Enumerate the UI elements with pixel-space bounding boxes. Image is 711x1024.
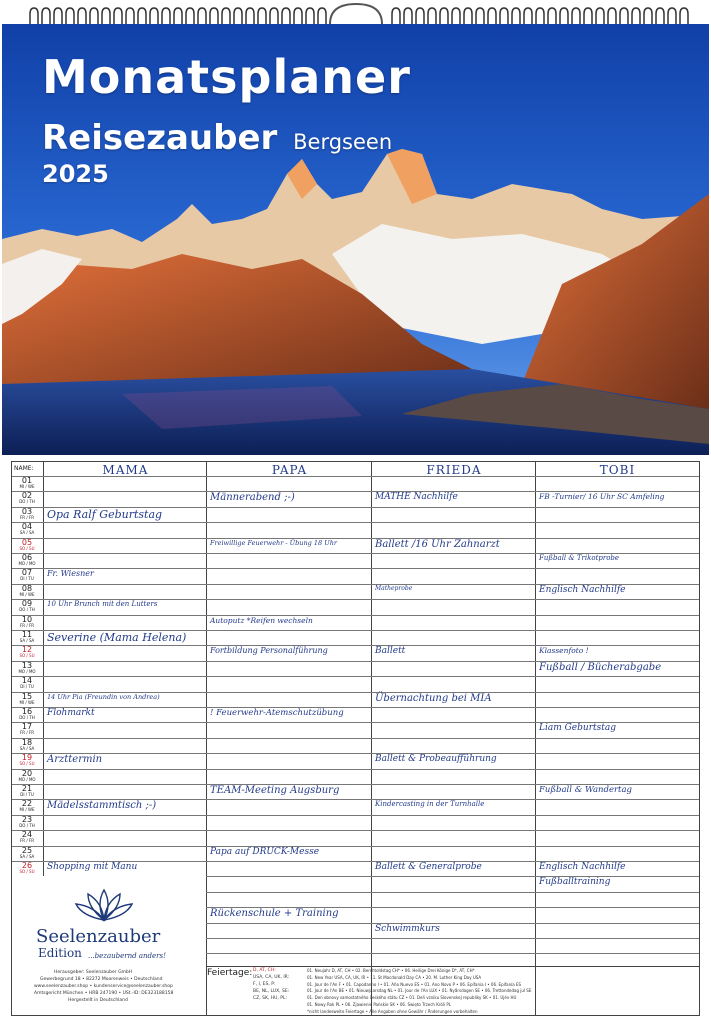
column-header-papa: PAPA [271,463,308,477]
day-label [12,847,42,862]
extra-row-line [206,953,699,954]
day-number: 03 [21,506,33,516]
day-label [12,785,42,800]
brand-tagline: ...bezaubernd anders! [88,952,166,960]
day-label [12,816,42,831]
holidays-countries-3: BE, NL, LUX, SE: [253,989,290,994]
publisher-register: Amtsgericht München • HRB 247190 • USt.-ID: DE323188158 [34,991,174,996]
holiday-line: 01. Neujahr D, AT, CH • 02. Berchtoldstag CH* • 06. Heilige Drei Könige D*, AT, CH* [307,968,475,973]
entry-frieda: Schwimmkurs [375,923,440,934]
day-label [12,800,42,815]
entry-papa: Papa auf DRUCK-Messe [210,846,320,857]
subtitle-main: Reisezauber [42,118,278,158]
entry-frieda: MATHE Nachhilfe [375,492,458,503]
day-label [12,862,42,877]
subtitle-small: Bergseen [293,130,393,154]
day-label [12,616,42,631]
day-row [12,830,699,846]
entry-mama: Mädelsstammtisch ;-) [47,800,157,812]
entry-mama: 14 Uhr Pia (Freundin von Andrea) [47,692,160,701]
publisher-web: www.seelenzauber.shop • kundenservice@seelenzauber.shop [34,984,173,989]
day-weekday: SO / SU [19,761,35,767]
day-number: 22 [21,799,33,809]
extra-row-line [206,892,699,893]
day-weekday: MI / WE [19,591,35,597]
entry-tobi: Englisch Nachhilfe [539,584,626,595]
day-number: 23 [21,814,33,824]
entry-frieda: Übernachtung bei MIA [375,692,492,704]
day-weekday: DO / TH [19,715,35,720]
day-number: 26 [21,861,33,870]
extra-row-line [206,876,699,877]
entry-papa: Fortbildung Personalführung [210,646,328,656]
entry-frieda: Kindercasting in der Turnhalle [375,800,485,809]
day-label [12,477,42,492]
holiday-line: *nicht landesweite Feiertage • Alle Angaben ohne Gewähr / Änderungen vorbehalten [307,1008,478,1014]
brand-edition: Edition [38,946,82,960]
day-label [12,554,42,569]
holidays-text [307,968,687,1016]
day-weekday: SO / SU [19,653,35,659]
day-weekday: FR / FR [19,838,35,844]
day-weekday: FR / FR [19,514,35,520]
holiday-line: 01. Jour de l'An BE • 01. Nieuwjaarsdag NL • 01. Jour de l'An LUX • 01. Nyårsdagen SE • 06. Trettondedag jul SE [307,988,532,994]
day-number: 18 [21,737,33,747]
brand-name: Seelenzauber [36,926,161,947]
holidays-countries-de: D, AT, CH: [253,968,276,973]
day-row [12,676,699,692]
publisher-footer [12,885,200,1015]
day-weekday: FR / FR [19,730,35,736]
entry-papa: Freiwillige Feuerwehr - Übung 18 Uhr [210,538,338,547]
entry-mama: Shopping mit Manu [47,862,138,872]
day-number: 09 [21,599,33,609]
day-weekday: SA / SA [19,745,35,751]
day-row [12,753,699,769]
entry-frieda: Matheprobe [375,584,413,592]
day-number: 10 [21,614,33,624]
day-label [12,739,42,754]
day-weekday: SA / SA [19,638,35,643]
day-weekday: DO / TH [19,499,35,505]
holidays-countries-4: CZ, SK, HU, PL: [253,996,288,1001]
day-number: 01 [21,476,33,485]
entry-papa: Rückenschule + Training [210,908,339,920]
publisher-made-in: Hergestellt in Deutschland [68,998,128,1003]
column-header-tobi: TOBI [599,463,636,477]
day-weekday: MO / MO [18,668,36,674]
day-label [12,585,42,600]
day-label [12,600,42,615]
day-weekday: SA / SA [19,853,35,859]
entry-frieda: Ballett & Probeaufführung [375,754,497,765]
publisher-address: Gewerbegrund 18 • 82272 Moorenweis • Deutschland [40,977,163,982]
day-label [12,770,42,785]
entry-mama: Opa Ralf Geburtstag [47,507,163,521]
day-row [12,738,699,754]
day-number: 04 [21,522,33,532]
entry-frieda: Ballett /16 Uhr Zahnarzt [375,538,500,550]
day-label [12,662,42,677]
day-label [12,677,42,692]
name-label: NAME: [14,465,34,472]
day-label [12,708,42,723]
day-number: 16 [21,707,33,716]
entry-mama: 10 Uhr Brunch mit den Lutters [47,600,158,609]
lotus-logo-icon [74,888,134,924]
day-weekday: DI / TU [20,576,34,582]
entry-papa: TEAM-Meeting Augsburg [210,785,340,796]
entry-papa: Autoputz *Reifen wechseln [210,615,313,625]
entry-frieda: Ballett & Generalprobe [375,862,482,872]
entry-tobi: Fußball & Wandertag [539,785,632,795]
entry-tobi: Fußball / Bücherabgabe [539,661,662,673]
day-label [12,508,42,523]
day-row [12,707,699,723]
extra-row-line [206,938,699,939]
day-number: 25 [21,845,33,855]
day-row [12,538,699,554]
day-number: 06 [21,553,33,562]
day-weekday: SO / SU [19,545,35,551]
day-number: 11 [21,630,33,639]
column-header-frieda: FRIEDA [426,463,482,477]
day-weekday: SA / SA [19,530,35,536]
calendar-subtitle [42,118,392,158]
day-weekday: FR / FR [19,622,35,628]
day-number: 02 [21,491,33,501]
extra-row-line [206,923,699,924]
entry-mama: Fr. Wiesner [47,569,94,579]
day-number: 20 [21,768,33,778]
day-weekday: MI / WE [19,484,35,489]
day-row [12,568,699,584]
day-weekday: DI / TU [20,792,34,797]
day-number: 07 [21,568,33,578]
day-number: 05 [21,537,33,547]
holiday-line: 01. Den obnovy samostatného českého státu CZ • 01. Deň vzniku Slovenskej republiky SK • 01. Újév HU [307,995,517,1001]
day-label [12,631,42,646]
day-label [12,693,42,708]
calendar-year: 2025 [42,160,109,188]
day-row [12,522,699,538]
holiday-line: 01. Nowy Rok PL • 06. Zjawienie Pańskie SK • 06. Święto Trzech Króli PL [307,1001,451,1007]
day-label [12,646,42,661]
day-label [12,569,42,584]
entry-tobi: Fußball & Trikotprobe [539,554,620,562]
day-number: 08 [21,583,33,593]
day-row [12,645,699,661]
entry-mama: Arzttermin [47,754,103,766]
entry-papa: Männerabend ;-) [210,492,295,504]
day-weekday: DO / TH [19,822,35,828]
day-weekday: MO / MO [18,561,36,566]
entry-frieda: Ballett [375,646,406,657]
holidays-countries-2: F, I, ES, P: [253,982,276,987]
day-number: 14 [21,676,33,686]
day-label [12,492,42,507]
day-weekday: DO / TH [19,607,35,613]
day-weekday: DI / TU [20,684,34,690]
day-number: 24 [21,830,33,840]
day-weekday: MI / WE [19,807,35,813]
day-label [12,723,42,738]
day-row [12,615,699,631]
holidays-label: Feiertage: [207,968,253,978]
day-row [12,846,699,862]
holiday-line: 01. New Year USA, CA, UK, IR • 11. St Macdonald Day CA • 20. M. Luther King Day USA [307,974,482,980]
day-number: 15 [21,691,33,701]
day-number: 19 [21,753,33,763]
holiday-line: 01. Jour de l'An F • 01. Capodanno I • 01. Año Nuevo ES • 01. Ano Novo P • 06. Epifania I • 06. Epifanía ES [307,981,522,987]
day-number: 12 [21,645,33,655]
day-weekday: MI / WE [19,699,35,705]
day-row [12,769,699,785]
day-label [12,523,42,538]
entry-tobi: Klassenfoto ! [539,646,589,656]
day-number: 21 [21,784,33,793]
holidays-box [207,966,697,1016]
day-label [12,754,42,769]
day-weekday: SO / SU [19,869,35,874]
day-label [12,539,42,554]
entry-tobi: Fußballtraining [539,877,611,888]
calendar-title: Monatsplaner [42,50,411,104]
day-weekday: MO / MO [18,776,36,782]
entry-mama: Flohmarkt [47,708,95,718]
entry-papa: ! Feuerwehr-Atemschutzübung [210,708,344,718]
day-row [12,476,699,492]
entry-tobi: Liam Geburtstag [539,723,616,734]
day-row [12,815,699,831]
publisher-label: Herausgeber: Seelenzauber GmbH [54,970,133,975]
holidays-countries-1: USA, CA, UK, IR: [253,975,290,980]
column-header-mama: MAMA [102,463,149,477]
entry-tobi: FB -Turnier/ 16 Uhr SC Amfeling [539,492,665,502]
entry-mama: Severine (Mama Helena) [47,631,187,644]
day-number: 13 [21,660,33,670]
day-number: 17 [21,722,33,732]
entry-tobi: Englisch Nachhilfe [539,862,626,872]
day-label [12,831,42,846]
